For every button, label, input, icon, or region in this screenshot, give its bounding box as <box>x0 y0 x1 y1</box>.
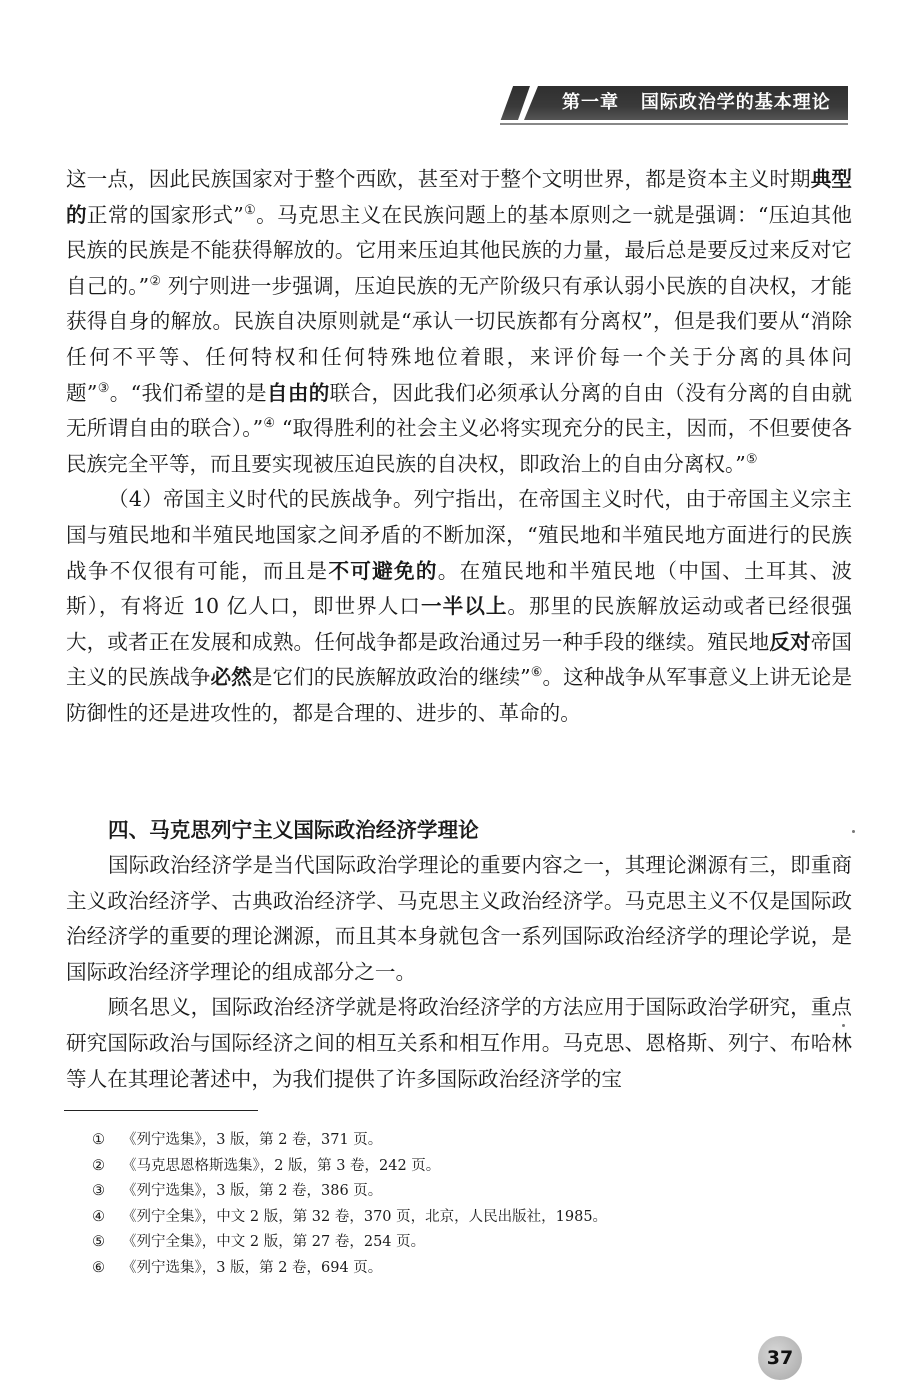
footnote-mark: ⑤ <box>92 1234 105 1250</box>
footnote-mark: ① <box>92 1132 105 1148</box>
footnote-text: 《列宁全集》，中文 2 版，第 27 卷，254 页。 <box>122 1234 426 1250</box>
footnote-mark: ④ <box>92 1208 105 1225</box>
footnote-ref-2[interactable]: ② <box>149 273 162 289</box>
footnote-text: 《列宁选集》，3 版，第 2 卷，386 页。 <box>122 1183 383 1199</box>
header-title: 国际政治学的基本理论 <box>640 92 831 113</box>
text-run: 这一点，因此民族国家对于整个西欧，甚至对于整个文明世界，都是资本主义时期 <box>66 167 811 191</box>
emphasis-text: 必然 <box>210 665 252 690</box>
footnote-item <box>92 1230 792 1256</box>
paragraph-national-self-determination <box>66 162 852 482</box>
footnote-ref-1[interactable]: ① <box>243 202 257 218</box>
paragraph-ipe-definition: 顾名思义，国际政治经济学就是将政治经济学的方法应用于国际政治学研究，重点研究国际政治与国际经济之间的相互关系和相互作用。马克思、恩格斯、列宁、布哈林等人在其理论著述中，为我们提供了许多国际政治经济学的宝 <box>66 995 852 1091</box>
footnotes <box>92 1128 792 1281</box>
text-run: “取得胜利的社会主义必将实现充分的民主，因而，不但要使各民族完全平等，而且要实现被压迫民族的自决权，即政治上的自由分离权。” <box>66 416 853 476</box>
footnote-ref-3[interactable]: ③ <box>97 380 110 396</box>
emphasis-text: 反对 <box>769 629 811 654</box>
page-number-badge: 37 <box>758 1336 802 1380</box>
text-run: 。在殖民地和半殖民地（中国、土耳其、波斯），有将近 10 亿人口，即世界人口 <box>66 558 853 619</box>
footnote-item <box>92 1205 792 1231</box>
scan-speck <box>842 1024 845 1027</box>
text-run: （4）帝国主义时代的民族战争。列宁指出，在帝国主义时代，由于帝国主义宗主国与殖民地和半殖民地国家之间矛盾的不断加深，“殖民地和半殖民地方面进行的民族战争不仅很有可能，而且是 <box>66 487 852 583</box>
emphasis-text: 典型的 <box>66 167 852 227</box>
text-run: 列宁则进一步强调，压迫民族的无产阶级只有承认弱小民族的自决权，才能获得自身的解放。民族自决原则就是“承认一切民族都有分离权”，但是我们要从“消除任何不平等、任何特权和任何特殊地位着眼，来评价每一个关于分离的具体问题” <box>66 273 853 405</box>
scan-speck <box>852 830 855 833</box>
text-run: 正常的国家形式” <box>86 202 244 227</box>
running-header <box>562 86 831 120</box>
text-run: 联合，因此我们必须承认分离的自由（没有分离的自由就无所谓自由的联合）。” <box>66 380 853 441</box>
emphasis-text: 不可避免的 <box>328 558 438 583</box>
footnote-ref-6[interactable]: ⑥ <box>530 665 543 681</box>
text-run: 。那里的民族解放运动或者已经很强大，或者正在发展和成熟。任何战争都是政治通过另一种手段的继续。殖民地 <box>66 594 853 654</box>
text-run: 。“我们希望的是 <box>109 380 267 405</box>
body-text-upper <box>66 162 852 732</box>
footnote-separator <box>64 1110 258 1111</box>
footnote-mark: ② <box>92 1157 105 1174</box>
footnote-item <box>92 1128 792 1154</box>
footnote-ref-4[interactable]: ④ <box>263 416 276 432</box>
emphasis-text: 一半以上 <box>421 594 508 619</box>
footnote-ref-5[interactable]: ⑤ <box>745 451 758 467</box>
text-run: 。马克思主义在民族问题上的基本原则之一就是强调：“压迫其他民族的民族是不能获得解放的。它用来压迫其他民族的力量，最后总是要反过来反对它自己的。” <box>66 202 853 298</box>
paragraph-imperialist-era-wars <box>66 482 852 731</box>
paragraph-ipe-origins: 国际政治经济学是当代国际政治学理论的重要内容之一，其理论渊源有三，即重商主义政治经济学、古典政治经济学、马克思主义政治经济学。马克思主义不仅是国际政治经济学的重要的理论渊源，而且其本身就包含一系列国际政治经济学的理论学说，是国际政治经济学理论的组成部分之一。 <box>66 853 852 984</box>
emphasis-text: 自由的 <box>266 380 330 405</box>
text-run: 是它们的民族解放政治的继续” <box>251 665 531 690</box>
text-run: 帝国主义的民族战争 <box>66 629 852 690</box>
body-text-lower <box>66 848 852 1097</box>
footnote-text: 《列宁选集》，3 版，第 2 卷，371 页。 <box>122 1132 383 1148</box>
section-heading: 四、马克思列宁主义国际政治经济学理论 <box>108 818 479 842</box>
footnote-item <box>92 1179 792 1205</box>
text-run: 。这种战争从军事意义上讲无论是防御性的还是进攻性的，都是合理的、进步的、革命的。 <box>66 665 853 725</box>
footnote-text: 《列宁选集》，3 版，第 2 卷，694 页。 <box>122 1259 383 1276</box>
header-chapter: 第一章 <box>562 92 619 113</box>
footnote-text: 《马克思恩格斯选集》，2 版，第 3 卷，242 页。 <box>122 1157 441 1174</box>
footnote-item <box>92 1256 792 1282</box>
footnote-mark: ③ <box>92 1183 105 1199</box>
footnote-mark: ⑥ <box>92 1259 105 1276</box>
header-underline <box>500 123 848 125</box>
footnote-item <box>92 1154 792 1180</box>
footnote-text: 《列宁全集》，中文 2 版，第 32 卷，370 页，北京，人民出版社，1985。 <box>122 1208 608 1225</box>
